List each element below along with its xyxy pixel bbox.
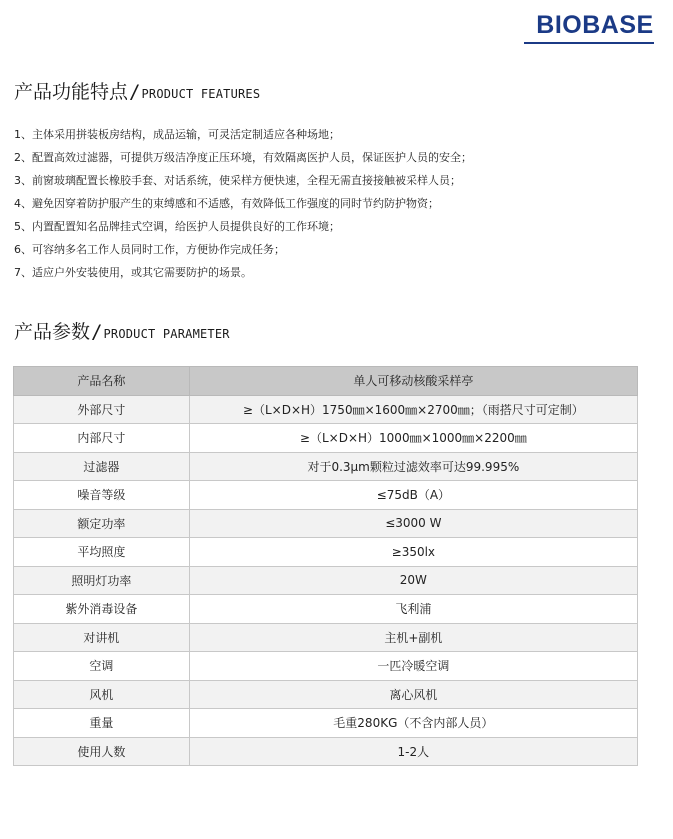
param-name-cell: 过滤器 — [14, 452, 190, 481]
param-name-cell: 平均照度 — [14, 538, 190, 567]
features-title-cn: 产品功能特点 — [14, 81, 129, 103]
param-name-cell: 重量 — [14, 709, 190, 738]
param-value-cell: 一匹冷暖空调 — [189, 652, 637, 681]
header-name-cell: 产品名称 — [14, 367, 190, 396]
feature-item: 7、适应户外安装使用，或其它需要防护的场景。 — [14, 266, 252, 279]
param-name-cell: 紫外消毒设备 — [14, 595, 190, 624]
biobase-logo: BIOBASE — [536, 11, 654, 39]
table-row — [14, 566, 638, 595]
features-title-separator: / — [129, 81, 141, 103]
feature-item: 3、前窗玻璃配置长橡胶手套、对话系统，使采样方便快速，全程无需直接接触被采样人员； — [14, 174, 461, 187]
table-row — [14, 538, 638, 567]
param-value-cell: ≥（L×D×H）1750㎜×1600㎜×2700㎜；（雨搭尺寸可定制） — [189, 395, 637, 424]
param-name-cell: 噪音等级 — [14, 481, 190, 510]
parameters-table — [13, 366, 638, 766]
table-header-row — [14, 367, 638, 396]
param-value-cell: ≤75dB（A） — [189, 481, 637, 510]
param-name-cell: 外部尺寸 — [14, 395, 190, 424]
param-value-cell: ≥350lx — [189, 538, 637, 567]
param-name-cell: 内部尺寸 — [14, 424, 190, 453]
param-value-cell: 20W — [189, 566, 637, 595]
table-row — [14, 595, 638, 624]
feature-item: 1、主体采用拼装板房结构，成品运输，可灵活定制适应各种场地； — [14, 128, 340, 141]
param-value-cell: 飞利浦 — [189, 595, 637, 624]
table-row — [14, 709, 638, 738]
param-name-cell: 对讲机 — [14, 623, 190, 652]
header-value-cell: 单人可移动核酸采样亭 — [189, 367, 637, 396]
logo-underline — [524, 42, 654, 44]
feature-item: 2、配置高效过滤器，可提供万级洁净度正压环境，有效隔离医护人员，保证医护人员的安全； — [14, 151, 472, 164]
table-body — [14, 395, 638, 766]
table-row — [14, 395, 638, 424]
param-name-cell: 空调 — [14, 652, 190, 681]
param-value-cell: 离心风机 — [189, 680, 637, 709]
param-value-cell: 主机+副机 — [189, 623, 637, 652]
parameters-section-title — [14, 320, 230, 346]
parameters-title-en: PRODUCT PARAMETER — [103, 327, 230, 341]
param-name-cell: 照明灯功率 — [14, 566, 190, 595]
table-row — [14, 737, 638, 766]
param-value-cell: ≥（L×D×H）1000㎜×1000㎜×2200㎜ — [189, 424, 637, 453]
param-value-cell: 对于0.3μm颗粒过滤效率可达99.995% — [189, 452, 637, 481]
parameters-title-separator: / — [91, 321, 103, 343]
features-title-en: PRODUCT FEATURES — [141, 87, 261, 101]
features-section-title — [14, 80, 260, 106]
table-row — [14, 481, 638, 510]
table-row — [14, 424, 638, 453]
feature-item: 6、可容纳多名工作人员同时工作，方便协作完成任务； — [14, 243, 285, 256]
parameters-title-cn: 产品参数 — [14, 321, 91, 343]
feature-item: 4、避免因穿着防护服产生的束缚感和不适感，有效降低工作强度的同时节约防护物资； — [14, 197, 439, 210]
param-name-cell: 使用人数 — [14, 737, 190, 766]
table-row — [14, 623, 638, 652]
param-value-cell: 毛重280KG（不含内部人员） — [189, 709, 637, 738]
feature-item: 5、内置配置知名品牌挂式空调，给医护人员提供良好的工作环境； — [14, 220, 340, 233]
param-value-cell: ≤3000 W — [189, 509, 637, 538]
table-row — [14, 680, 638, 709]
param-name-cell: 风机 — [14, 680, 190, 709]
param-value-cell: 1-2人 — [189, 737, 637, 766]
features-list — [14, 123, 659, 284]
param-name-cell: 额定功率 — [14, 509, 190, 538]
table-row — [14, 452, 638, 481]
table-row — [14, 652, 638, 681]
table-row — [14, 509, 638, 538]
